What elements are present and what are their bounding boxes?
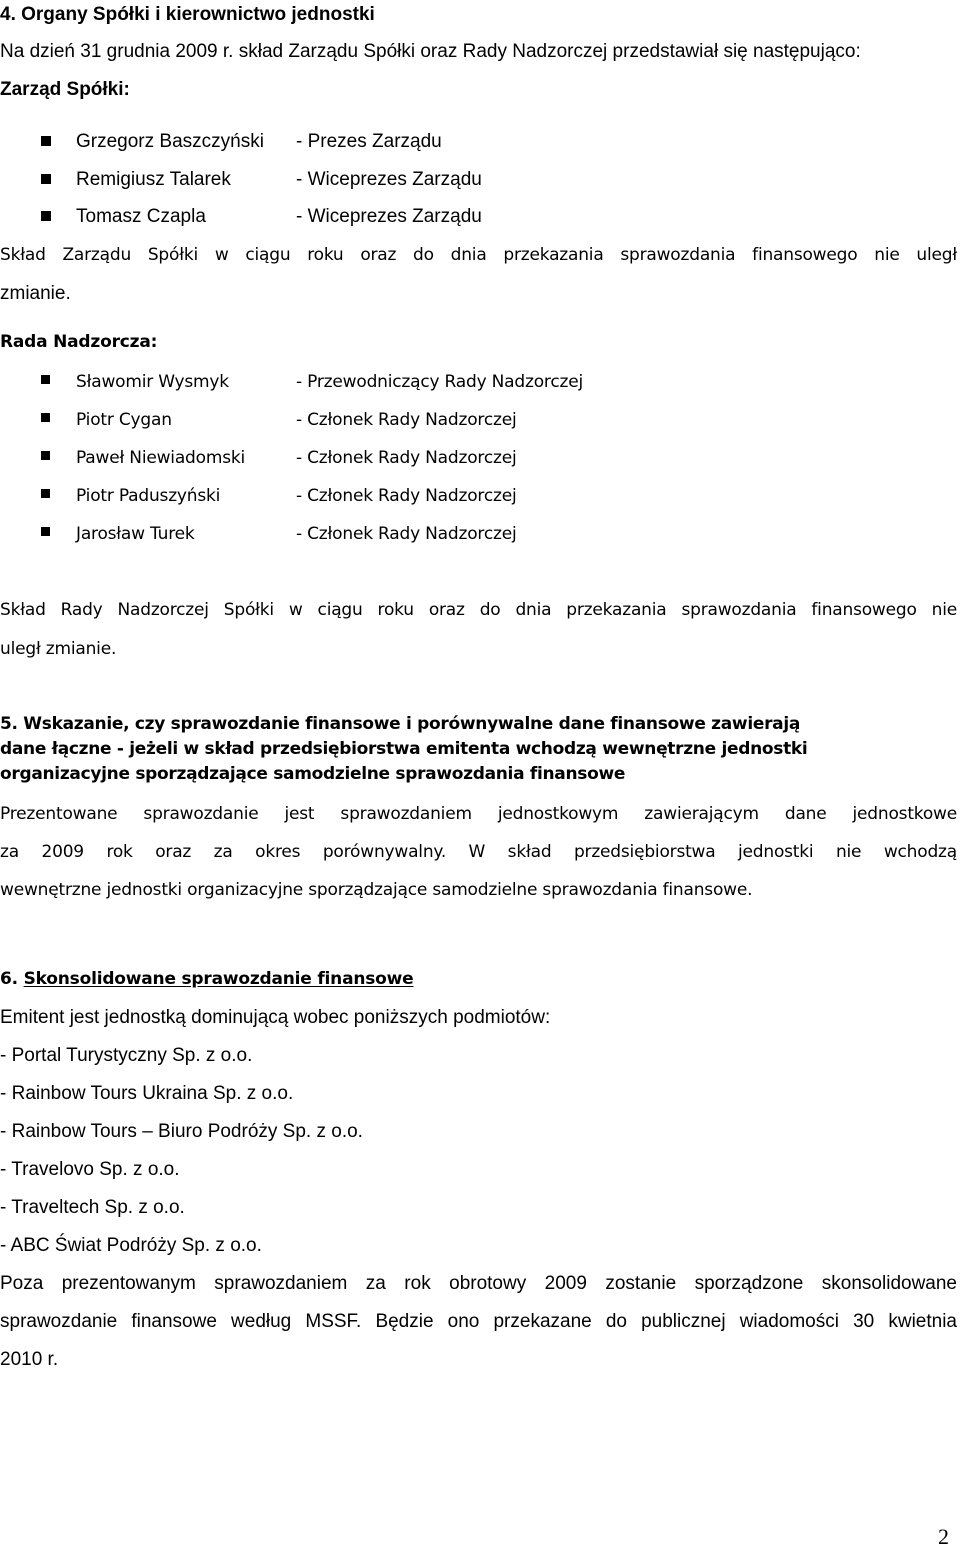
board-note-line: Skład Zarządu Spółki w ciągu roku oraz do dnia przekazania sprawozdania finansowego nie uległ bbox=[0, 245, 957, 265]
section-5-body-line: Prezentowane sprawozdanie jest sprawozdaniem jednostkowym zawierającym dane jednostkowe bbox=[0, 804, 957, 824]
supervisory-member-role: - Członek Rady Nadzorczej bbox=[296, 410, 517, 430]
section-6-intro: Emitent jest jednostką dominującą wobec poniższych podmiotów: bbox=[0, 1007, 551, 1028]
supervisory-note-line: Skład Rady Nadzorczej Spółki w ciągu roku oraz do dnia przekazania sprawozdania finansowego nie bbox=[0, 600, 957, 620]
section-5-body-line: za 2009 rok oraz za okres porównywalny. W skład przedsiębiorstwa jednostki nie wchodzą bbox=[0, 842, 957, 862]
bullet-icon bbox=[41, 211, 51, 221]
bullet-icon bbox=[41, 136, 51, 146]
section-5-heading-line: organizacyjne sporządzające samodzielne sprawozdania finansowe bbox=[0, 764, 626, 784]
page-number: 2 bbox=[938, 1524, 949, 1549]
bullet-icon bbox=[41, 174, 51, 184]
board-member-name: Remigiusz Talarek bbox=[76, 169, 231, 190]
supervisory-board-label: Rada Nadzorcza: bbox=[0, 332, 158, 352]
supervisory-member-name: Sławomir Wysmyk bbox=[76, 372, 229, 392]
subsidiary-item: - ABC Świat Podróży Sp. z o.o. bbox=[0, 1235, 262, 1256]
supervisory-member-name: Paweł Niewiadomski bbox=[76, 448, 246, 468]
subsidiary-item: - Traveltech Sp. z o.o. bbox=[0, 1197, 185, 1218]
supervisory-member-role: - Przewodniczący Rady Nadzorczej bbox=[296, 372, 583, 392]
supervisory-member-role: - Członek Rady Nadzorczej bbox=[296, 448, 517, 468]
section-6-closing-line: 2010 r. bbox=[0, 1349, 59, 1370]
section-5-heading-line: dane łączne - jeżeli w skład przedsiębiorstwa emitenta wchodzą wewnętrzne jednostki bbox=[0, 739, 808, 759]
section-4-intro: Na dzień 31 grudnia 2009 r. skład Zarządu Spółki oraz Rady Nadzorczej przedstawiał się następująco: bbox=[0, 41, 861, 62]
supervisory-member-role: - Członek Rady Nadzorczej bbox=[296, 524, 517, 544]
board-member-role: - Wiceprezes Zarządu bbox=[296, 206, 482, 227]
section-5-body-line: wewnętrzne jednostki organizacyjne sporządzające samodzielne sprawozdania finansowe. bbox=[0, 880, 753, 900]
subsidiary-item: - Rainbow Tours Ukraina Sp. z o.o. bbox=[0, 1083, 294, 1104]
section-4-heading: 4. Organy Spółki i kierownictwo jednostki bbox=[0, 4, 375, 25]
section-6-closing-line: Poza prezentowanym sprawozdaniem za rok obrotowy 2009 zostanie sporządzone skonsolidowane bbox=[0, 1273, 957, 1294]
supervisory-member-role: - Członek Rady Nadzorczej bbox=[296, 486, 517, 506]
supervisory-note-line: uległ zmianie. bbox=[0, 639, 117, 659]
section-6-closing-line: sprawozdanie finansowe według MSSF. Będzie ono przekazane do publicznej wiadomości 30 kwietnia bbox=[0, 1311, 957, 1332]
board-member-role: - Prezes Zarządu bbox=[296, 131, 442, 152]
board-member-name: Grzegorz Baszczyński bbox=[76, 131, 264, 152]
section-6-heading-text: Skonsolidowane sprawozdanie finansowe bbox=[23, 969, 414, 989]
board-member-name: Tomasz Czapla bbox=[76, 206, 206, 227]
board-member-role: - Wiceprezes Zarządu bbox=[296, 169, 482, 190]
section-5-heading-line: 5. Wskazanie, czy sprawozdanie finansowe i porównywalne dane finansowe zawierają bbox=[0, 714, 801, 734]
board-note-line: zmianie. bbox=[0, 283, 71, 304]
board-label: Zarząd Spółki: bbox=[0, 79, 130, 100]
supervisory-member-name: Piotr Cygan bbox=[76, 410, 172, 430]
supervisory-member-name: Piotr Paduszyński bbox=[76, 486, 221, 506]
subsidiary-item: - Rainbow Tours – Biuro Podróży Sp. z o.o. bbox=[0, 1121, 363, 1142]
section-6-heading bbox=[0, 967, 414, 991]
supervisory-member-name: Jarosław Turek bbox=[76, 524, 195, 544]
subsidiary-item: - Portal Turystyczny Sp. z o.o. bbox=[0, 1045, 253, 1066]
section-6-heading-number: 6. bbox=[0, 969, 18, 989]
subsidiary-item: - Travelovo Sp. z o.o. bbox=[0, 1159, 180, 1180]
